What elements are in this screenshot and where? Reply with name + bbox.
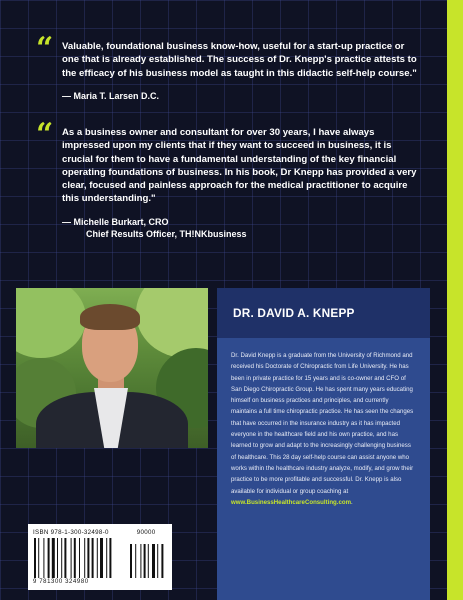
testimonial-text: Valuable, foundational business know-how, useful for a start-up practice or one that is already established. The success of Dr. Knepp's practice attests to the efficacy of his business model as taught in this didactic self-help course."	[62, 41, 417, 79]
price-code: 90000	[136, 529, 156, 536]
hair-shape	[80, 304, 140, 330]
testimonial-author	[62, 90, 422, 103]
testimonial-author	[62, 216, 422, 241]
isbn-number: ISBN 978-1-300-32498-0	[33, 529, 109, 536]
bio-panel	[217, 288, 430, 600]
bio-text	[217, 338, 430, 508]
quote-mark-icon: “	[36, 117, 54, 152]
author-name: — Maria T. Larsen D.C.	[62, 90, 160, 101]
author-name: — Michelle Burkart, CRO	[62, 216, 169, 227]
barcode-bars	[34, 538, 166, 578]
testimonial-1	[36, 31, 422, 102]
testimonial-text: As a business owner and consultant for over 30 years, I have always impressed upon my clients that if they want to succeed in business, it is crucial for them to have a fundamental understanding of the key financial operating foundations of business. In his book, Dr Knepp has provided a very clear, focused and painless approach for the medical practitioner to acquire this understanding."	[62, 127, 417, 205]
website-link[interactable]: www.BusinessHealthcareConsulting.com	[231, 498, 351, 506]
bio-suffix: .	[350, 498, 353, 506]
accent-stripe	[447, 0, 463, 600]
quote-mark-icon: “	[36, 31, 54, 66]
bio-body: Dr. David Knepp is a graduate from the University of Richmond and received his Doctorate of Chiropractic from Life University. He has been in private practice for 15 years and is co-owner and CFO of San Diego Chiropractic Group. He has spent many years educating himself on business practices and principles, and currently maintains a full time chiropractic practice. He has seen the changes that have occurred in the insurance industry as it has impacted everyone in the healthcare field and his own practice, and has learned to grow and adapt to the increasingly challenging business of healthcare. This 28 day self-help course can assist anyone who works within the healthcare industry analyze, modify, and grow their practice to be more profitable and successful. Dr. Knepp is also available for individual or group coaching at	[231, 352, 414, 495]
author-photo	[16, 288, 208, 448]
testimonial-2	[36, 117, 422, 241]
isbn-line	[33, 529, 156, 536]
barcode-digits: 9 781300 324980	[33, 579, 89, 585]
barcode-box	[28, 524, 172, 590]
author-title: Chief Results Officer, TH!NKbusiness	[86, 229, 247, 240]
bio-title: DR. DAVID A. KNEPP	[217, 288, 430, 338]
